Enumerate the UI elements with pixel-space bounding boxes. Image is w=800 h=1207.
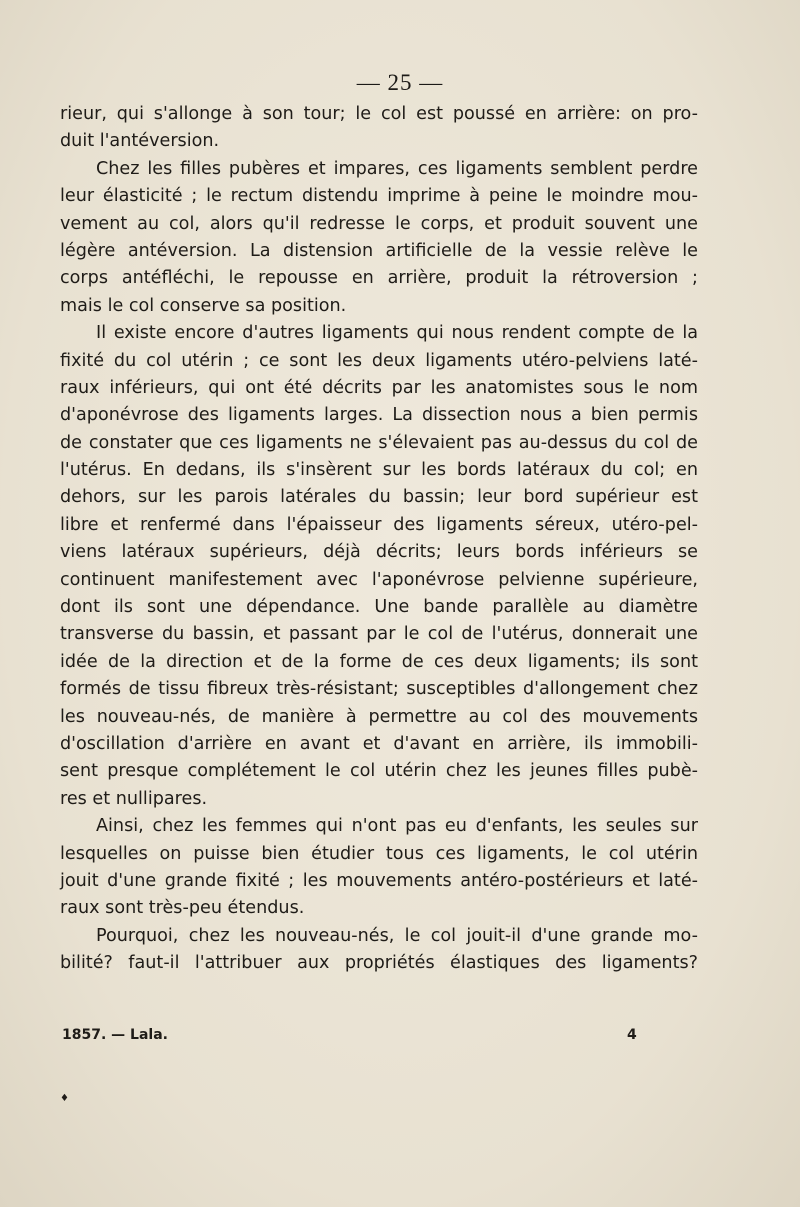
text-line: l'utérus. En dedans, ils s'insèrent sur les bords latéraux du col; en [60,460,698,481]
text-line: corps antéfléchi, le repousse en arrière, produit la rétroversion ; [60,268,698,289]
bottom-mark: ♦ [60,1093,69,1104]
text-line: duit l'antéversion. [60,131,220,152]
text-line: mais le col conserve sa position. [60,295,347,316]
text-line: libre et renfermé dans l'épaisseur des ligaments séreux, utéro-pel- [60,514,698,535]
text-line: transverse du bassin, et passant par le col de l'utérus, donnerait une [60,624,698,645]
page-number: — 25 — [356,70,444,95]
text-line: dehors, sur les parois latérales du bassin; leur bord supérieur est [60,487,698,508]
text-line: les nouveau-nés, de manière à permettre au col des mouvements [60,706,698,727]
text-line: d'oscillation d'arrière en avant et d'avant en arrière, ils immobili- [60,733,698,754]
text-line: Il existe encore d'autres ligaments qui nous rendent compte de la [96,323,698,344]
text-line: res et nullipares. [60,788,208,809]
text-line: leur élasticité ; le rectum distendu imprime à peine le moindre mou- [60,186,698,207]
text-line: fixité du col utérin ; ce sont les deux ligaments utéro-pelviens laté- [60,350,698,371]
text-line: légère antéversion. La distension artificielle de la vessie relève le [60,240,698,261]
text-line: Chez les filles pubères et impares, ces ligaments semblent perdre [96,158,698,179]
text-line: Ainsi, chez les femmes qui n'ont pas eu d'enfants, les seules sur [96,816,698,837]
text-line: raux sont très-peu étendus. [60,898,305,919]
text-line: bilité? faut-il l'attribuer aux propriétés élastiques des ligaments? [60,953,698,974]
text-line: vement au col, alors qu'il redresse le corps, et produit souvent une [60,213,698,234]
text-line: continuent manifestement avec l'aponévrose pelvienne supérieure, [60,569,698,590]
text-line: Pourquoi, chez les nouveau-nés, le col jouit-il d'une grande mo- [96,925,698,946]
footer-sheet-number: 4 [627,1027,637,1043]
text-line: raux inférieurs, qui ont été décrits par les anatomistes sous le nom [60,377,698,398]
text-line: formés de tissu fibreux très-résistant; susceptibles d'allongement chez [60,679,698,700]
text-line: viens latéraux supérieurs, déjà décrits; leurs bords inférieurs se [60,542,698,563]
text-line: dont ils sont une dépendance. Une bande parallèle au diamètre [60,597,698,618]
body-text [60,101,698,978]
text-line: idée de la direction et de la forme de ces deux ligaments; ils sont [60,651,698,672]
text-line: lesquelles on puisse bien étudier tous ces ligaments, le col utérin [60,843,698,864]
text-line: d'aponévrose des ligaments larges. La dissection nous a bien permis [60,405,698,426]
text-line: rieur, qui s'allonge à son tour; le col est poussé en arrière: on pro- [60,104,698,124]
text-line: sent presque complétement le col utérin chez les jeunes filles pubè- [60,761,698,782]
text-line: jouit d'une grande fixité ; les mouvements antéro-postérieurs et laté- [60,870,698,891]
text-line: de constater que ces ligaments ne s'élevaient pas au-dessus du col de [60,432,698,453]
footer-signature: 1857. — Lala. [62,1027,168,1043]
